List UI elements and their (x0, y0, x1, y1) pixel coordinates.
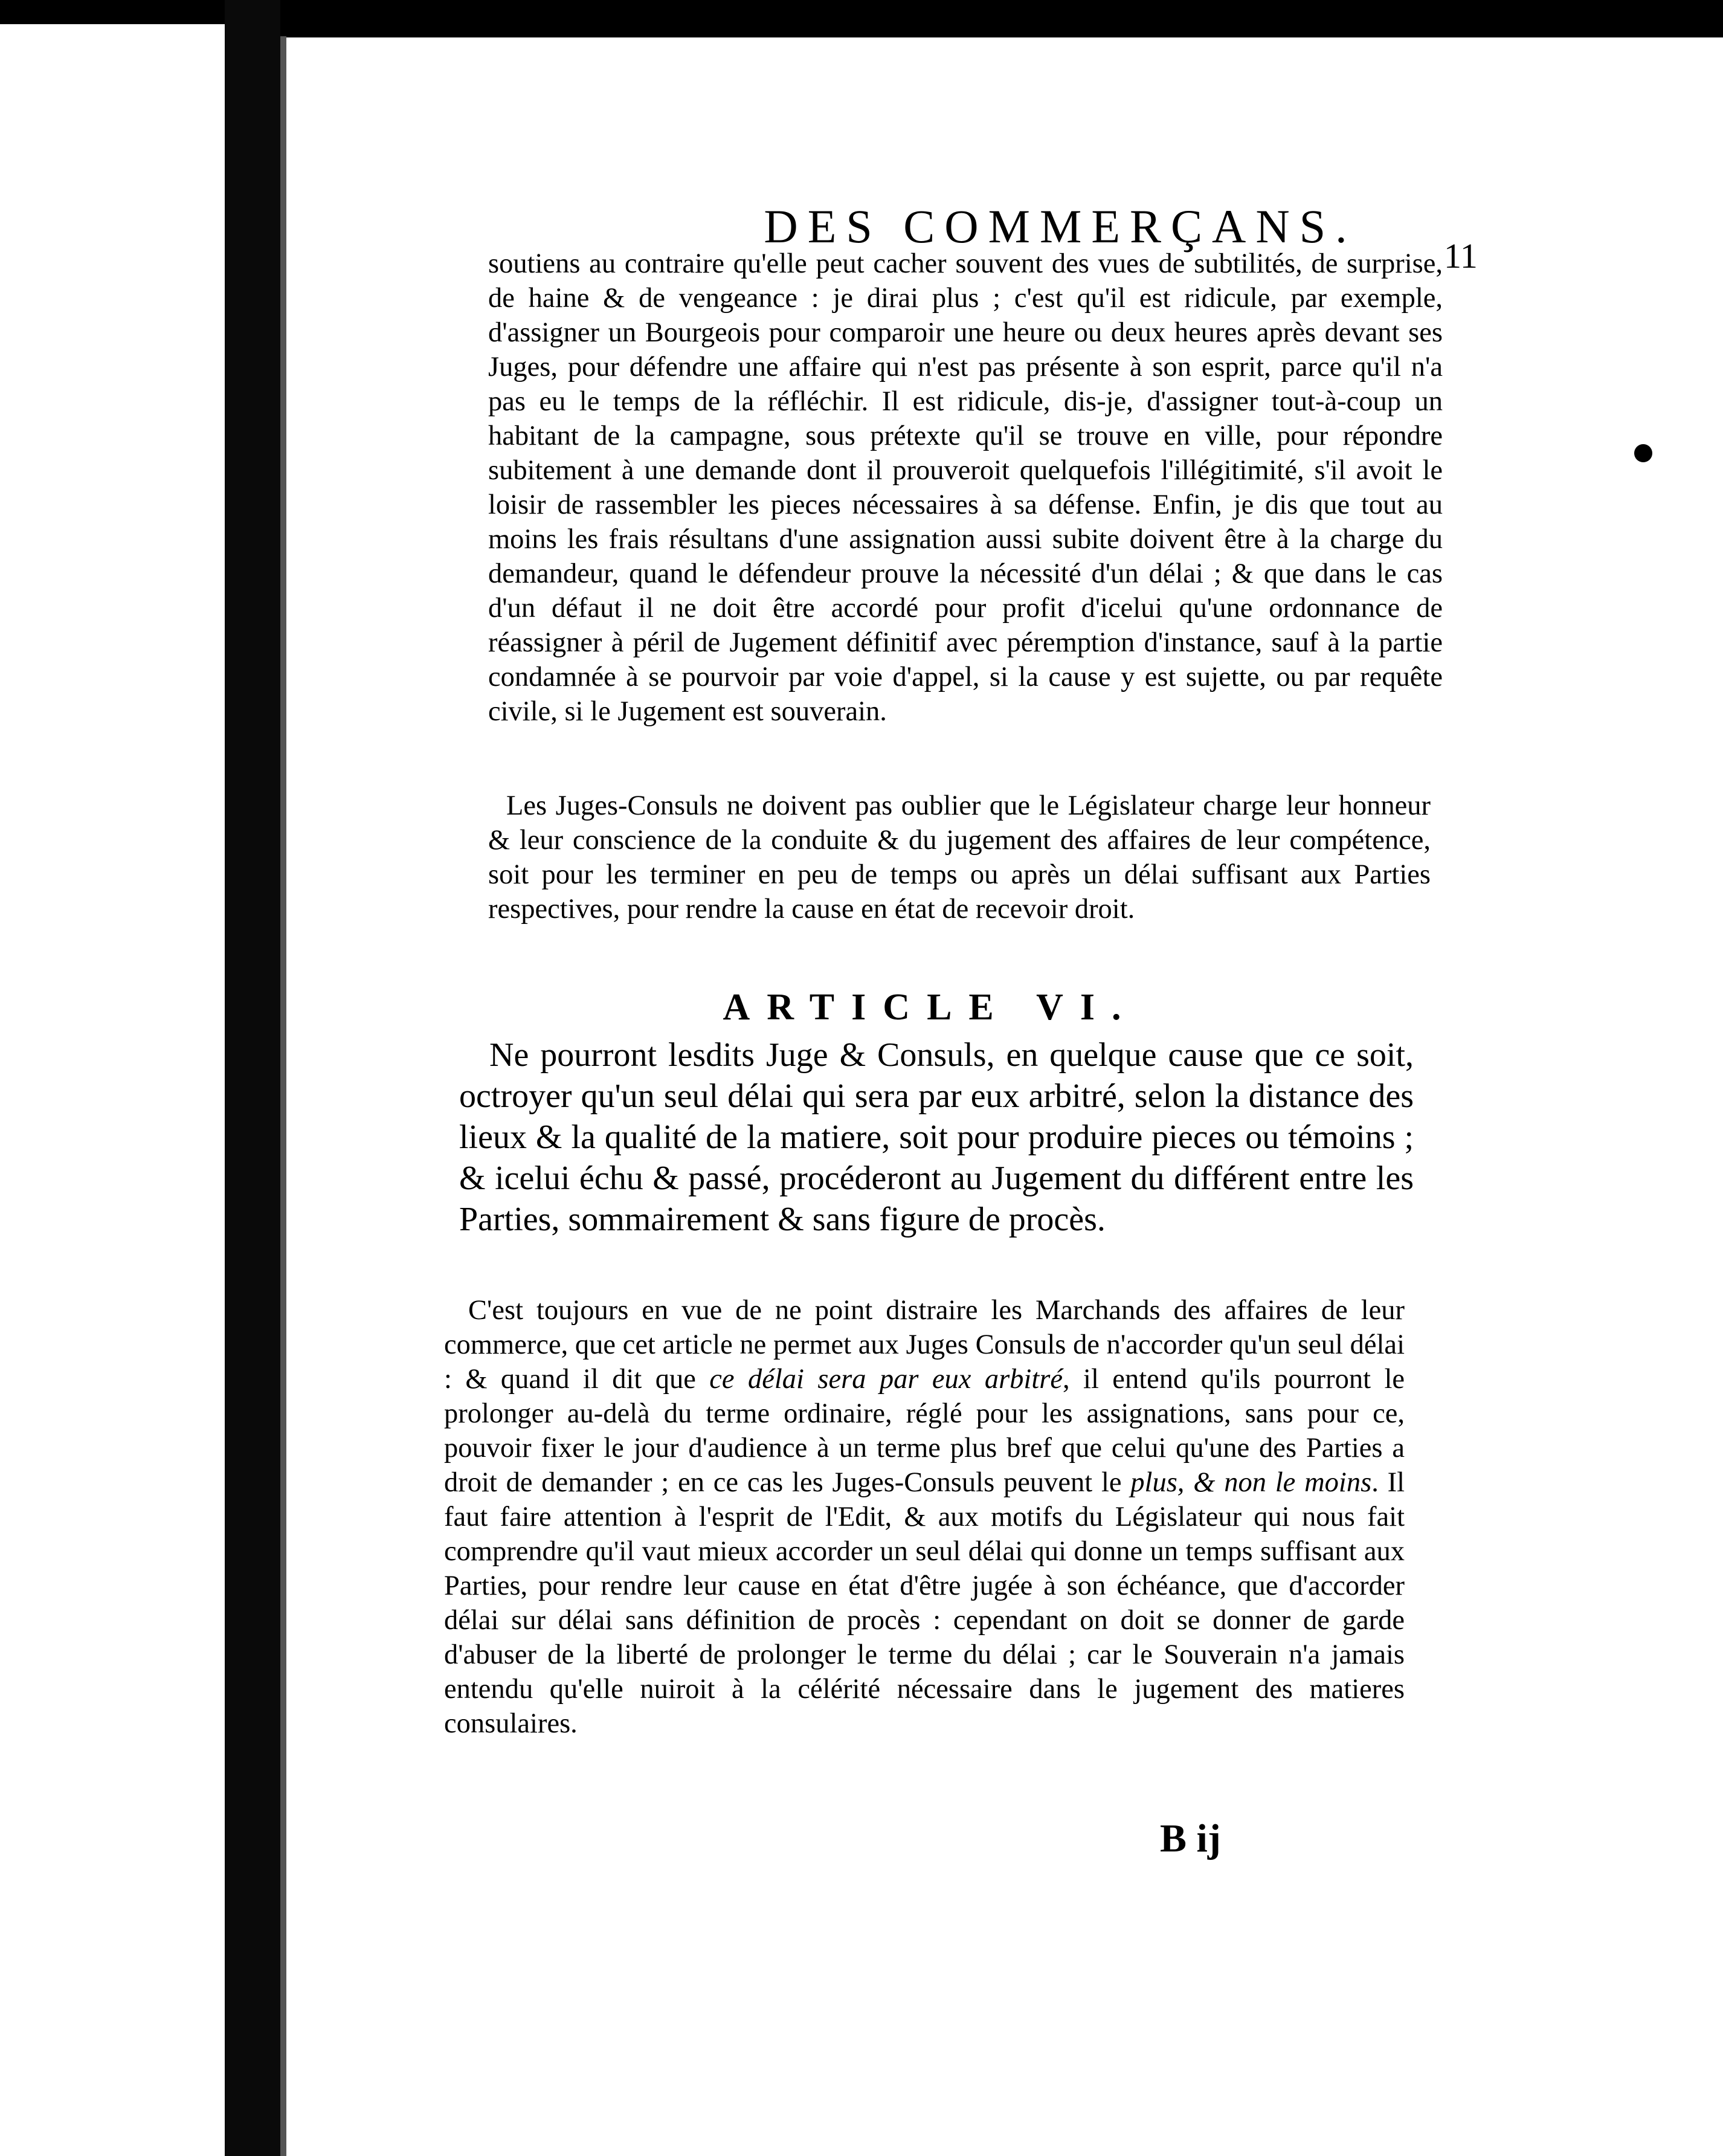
page-edge-shadow (280, 36, 286, 2156)
facing-page (0, 24, 225, 2156)
running-head: DES COMMERÇANS. (764, 200, 1357, 253)
signature-mark: B ij (1160, 1816, 1221, 1861)
page-number: 11 (1444, 236, 1478, 276)
commentary-paragraph-3 (444, 1293, 1405, 1741)
commentary-paragraph-1: soutiens au contraire qu'elle peut cacher souvent des vues de subtilités, de surprise, de haine & de vengeance : je dirai plus ; c'est qu'il est ridicule, par exemple, d'assigner un Bourgeois pour comparoir une heure ou deux heures après devant ses Juges, pour défendre une affaire qui n'est pas présente à son esprit, parce qu'il n'a pas eu le temps de la réfléchir. Il est ridicule, dis-je, d'assigner tout-à-coup un habitant de la campagne, sous prétexte qu'il se trouve en ville, pour répondre subitement à une demande dont il prouveroit quelquefois l'illégitimité, s'il avoit le loisir de rassembler les pieces nécessaires à sa défense. Enfin, je dis que tout au moins les frais résultans d'une assignation aussi subite doivent être à la charge du demandeur, quand le défendeur prouve la nécessité d'un délai ; & que dans le cas d'un défaut il ne doit être accordé pour profit d'icelui qu'une ordonnance de réassigner à péril de Jugement définitif avec péremption d'instance, sauf à la partie condamnée à se pourvoir par voie d'appel, si la cause y est sujette, ou par requête civile, si le Jugement est souverain. (488, 248, 1443, 727)
article-text: Ne pourront lesdits Juge & Consuls, en quelque cause que ce soit, octroyer qu'un seul délai qui sera par eux arbitré, selon la distance des lieux & la qualité de la matiere, soit pour produire pieces ou témoins ; & icelui échu & passé, procéderont au Jugement du différent entre les Parties, sommairement & sans figure de procès. (459, 1036, 1414, 1238)
commentary-text-part-2: , il entend qu'ils pourront le prolonger au-delà du terme ordinaire, réglé pour les assignations, sans pour ce, pouvoir fixer le jour d'audience à un terme plus bref que celui qu'une des Parties a droit de demander ; en ce cas les Juges-Consuls peuvent le (444, 1364, 1405, 1498)
commentary-italic-quote-2: plus, & non le moins (1130, 1467, 1372, 1498)
commentary-italic-quote-1: ce délai sera par eux arbitré (709, 1364, 1063, 1395)
commentary-paragraph-2: Les Juges-Consuls ne doivent pas oublier que le Législateur charge leur honneur & leur conscience de la conduite & du jugement des affaires de leur compétence, soit pour les terminer en peu de temps ou après un délai suffisant aux Parties respectives, pour rendre la cause en état de recevoir droit. (488, 790, 1431, 925)
commentary-text-part-3: . Il faut faire attention à l'esprit de l'Edit, & aux motifs du Législateur qui nous fait comprendre qu'il vaut mieux accorder un seul délai qui donne un temps suffisant aux Parties, pour rendre leur cause en état d'être jugée à son échéance, que d'accorder délai sur délai sans définition de procès : cependant on doit se donner de garde d'abuser de la liberté de prolonger le terme du délai ; car le Souverain n'a jamais entendu qu'elle nuiroit à la célérité nécessaire dans le jugement des matieres consulaires. (444, 1467, 1405, 1739)
book-gutter (225, 0, 280, 2156)
commentary-text-part-1: C'est toujours en vue de ne point distraire les Marchands des affaires de leur commerce, que cet article ne permet aux Juges Consuls de n'accorder qu'un seul délai : & quand il dit que (444, 1295, 1405, 1395)
ink-stain (1634, 444, 1652, 462)
article-heading: ARTICLE VI. (723, 987, 1138, 1028)
